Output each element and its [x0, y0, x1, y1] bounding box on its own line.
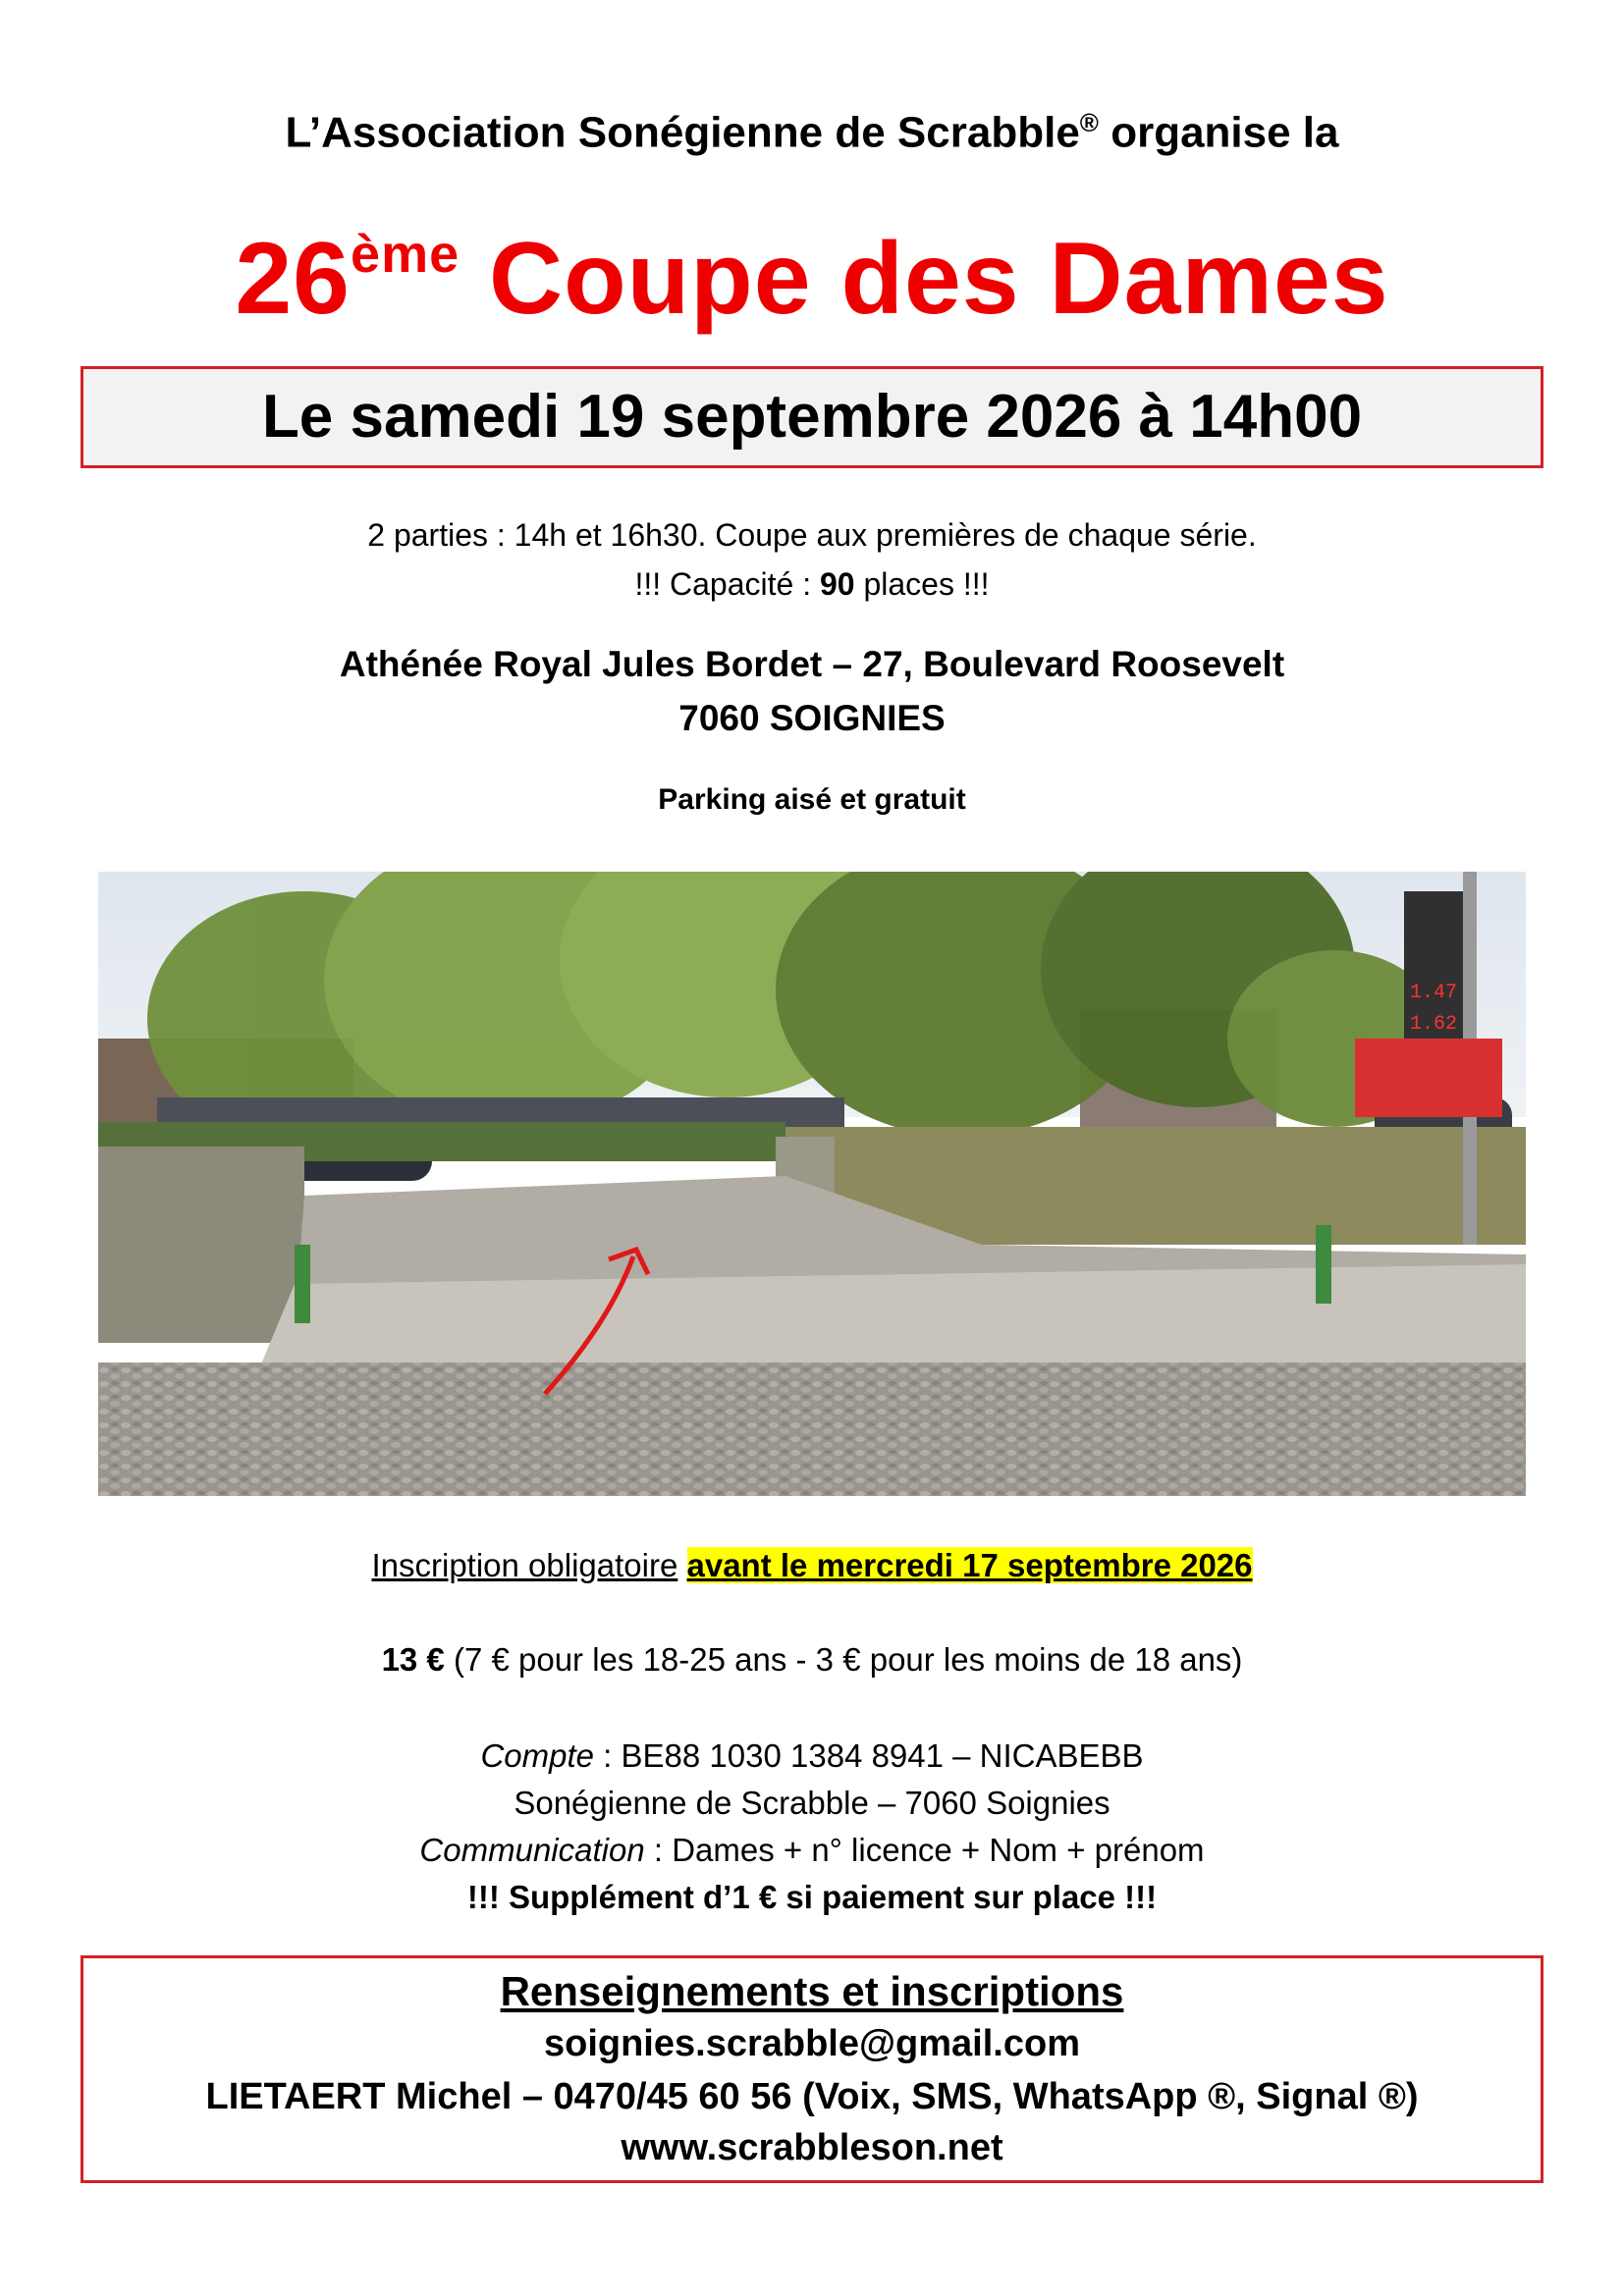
organizer-name: L’Association Sonégienne de Scrabble [285, 108, 1080, 157]
contact-phone: LIETAERT Michel – 0470/45 60 56 (Voix, SMS, WhatsApp ®, Signal ®) [205, 2076, 1419, 2117]
title-ordinal: ème [351, 225, 460, 284]
fuel-price: 1.62 [1409, 1013, 1458, 1036]
info-title: Renseignements et inscriptions [500, 1968, 1124, 2014]
communication-line [0, 1832, 1624, 1869]
price-details: (7 € pour les 18-25 ans - 3 € pour les moins de 18 ans) [444, 1641, 1243, 1678]
registration-deadline: avant le mercredi 17 septembre 2026 [686, 1547, 1253, 1583]
title-number: 26 [235, 222, 352, 336]
communication-label: Communication [419, 1832, 645, 1868]
info-box [81, 1955, 1543, 2183]
capacity-line [0, 566, 1624, 603]
parking-note: Parking aisé et gratuit [658, 783, 966, 816]
registration-line [0, 1547, 1624, 1584]
schedule-line: 2 parties : 14h et 16h30. Coupe aux premières de chaque série. [367, 517, 1257, 553]
account-holder: Sonégienne de Scrabble – 7060 Soignies [514, 1785, 1110, 1821]
organizer-line [0, 108, 1624, 158]
stone-wall-left [98, 1147, 304, 1343]
title-name: Coupe des Dames [460, 222, 1389, 336]
supplement-note: !!! Supplément d’1 € si paiement sur place !!! [466, 1879, 1158, 1915]
green-post-right [1316, 1225, 1331, 1304]
event-date: Le samedi 19 septembre 2026 à 14h00 [261, 383, 1363, 451]
contact-email[interactable]: soignies.scrabble@gmail.com [543, 2023, 1080, 2064]
website-link[interactable]: www.scrabbleson.net [621, 2127, 1003, 2168]
venue-photo [98, 872, 1526, 1496]
price-line [0, 1641, 1624, 1679]
account-label: Compte [480, 1737, 594, 1774]
date-box [81, 366, 1543, 468]
capacity-value: 90 [819, 566, 855, 602]
green-post-left [295, 1245, 310, 1323]
registered-mark: ® [1079, 108, 1099, 137]
account-value: : BE88 1030 1384 8941 – NICABEBB [594, 1737, 1144, 1774]
fuel-price: 1.47 [1409, 982, 1458, 1004]
capacity-suffix: places !!! [854, 566, 990, 602]
organizer-suffix: organise la [1098, 108, 1339, 157]
price-main: 13 € [381, 1641, 445, 1678]
venue-city: 7060 SOIGNIES [678, 698, 946, 738]
communication-value: : Dames + n° licence + Nom + prénom [644, 1832, 1205, 1868]
cobblestone-road [98, 1362, 1526, 1496]
venue-address: Athénée Royal Jules Bordet – 27, Boulevard Roosevelt [339, 644, 1285, 684]
event-title [0, 221, 1624, 338]
account-line [0, 1737, 1624, 1775]
registration-label: Inscription obligatoire [371, 1547, 678, 1583]
capacity-prefix: !!! Capacité : [634, 566, 820, 602]
gas-station [1355, 1039, 1502, 1117]
